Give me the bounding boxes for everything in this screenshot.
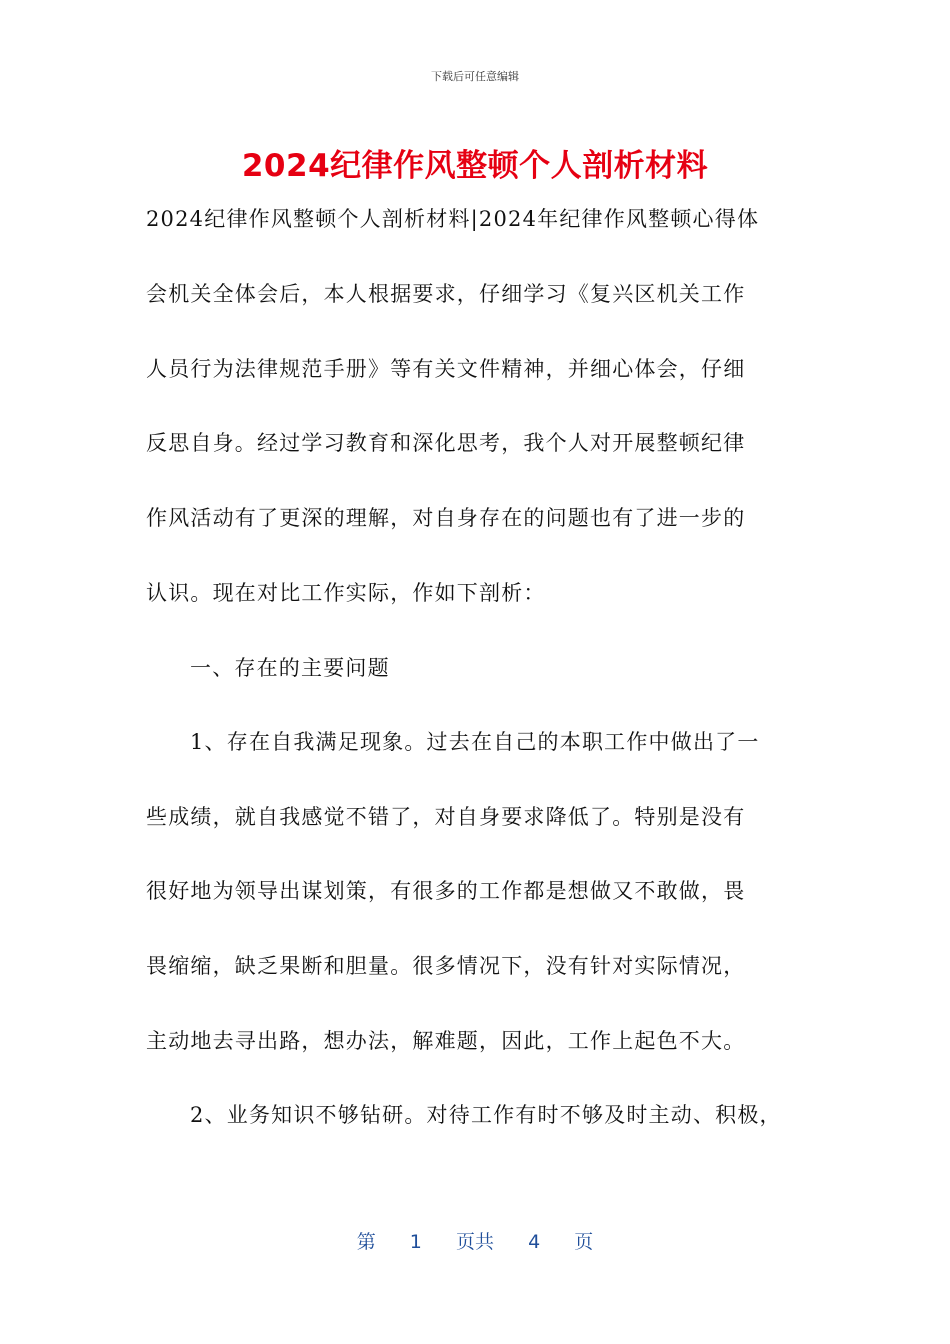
body-line: 些成绩，就自我感觉不错了，对自身要求降低了。特别是没有 (146, 805, 746, 829)
body-line: 认识。现在对比工作实际，作如下剖析： (146, 581, 546, 605)
body-line: 2024纪律作风整顿个人剖析材料|2024年纪律作风整顿心得体 (146, 207, 760, 231)
body-line: 作风活动有了更深的理解，对自身存在的问题也有了进一步的 (146, 506, 746, 530)
body-line: 1、存在自我满足现象。过去在自己的本职工作中做出了一 (190, 730, 760, 754)
header-note: 下载后可任意编辑 (431, 70, 519, 83)
body-line: 人员行为法律规范手册》等有关文件精神，并细心体会，仔细 (146, 357, 746, 381)
document-title: 2024纪律作风整顿个人剖析材料 (241, 148, 709, 184)
total-pages-number: 4 (528, 1231, 541, 1253)
body-line: 反思自身。经过学习教育和深化思考，我个人对开展整顿纪律 (146, 431, 746, 455)
footer-mid: 页共 (455, 1231, 494, 1253)
body-line: 很好地为领导出谋划策，有很多的工作都是想做又不敢做，畏 (146, 879, 746, 903)
page-footer (0, 1227, 950, 1254)
footer-suffix: 页 (574, 1231, 594, 1253)
section-heading: 一、存在的主要问题 (190, 656, 390, 680)
body-line: 畏缩缩，缺乏果断和胆量。很多情况下，没有针对实际情况， (146, 954, 746, 978)
current-page-number: 1 (409, 1231, 422, 1253)
body-line: 主动地去寻出路，想办法，解难题，因此，工作上起色不大。 (146, 1029, 746, 1053)
body-line: 2、业务知识不够钻研。对待工作有时不够及时主动、积极， (190, 1103, 782, 1127)
footer-prefix: 第 (356, 1231, 376, 1253)
body-line: 会机关全体会后，本人根据要求，仔细学习《复兴区机关工作 (146, 282, 746, 306)
